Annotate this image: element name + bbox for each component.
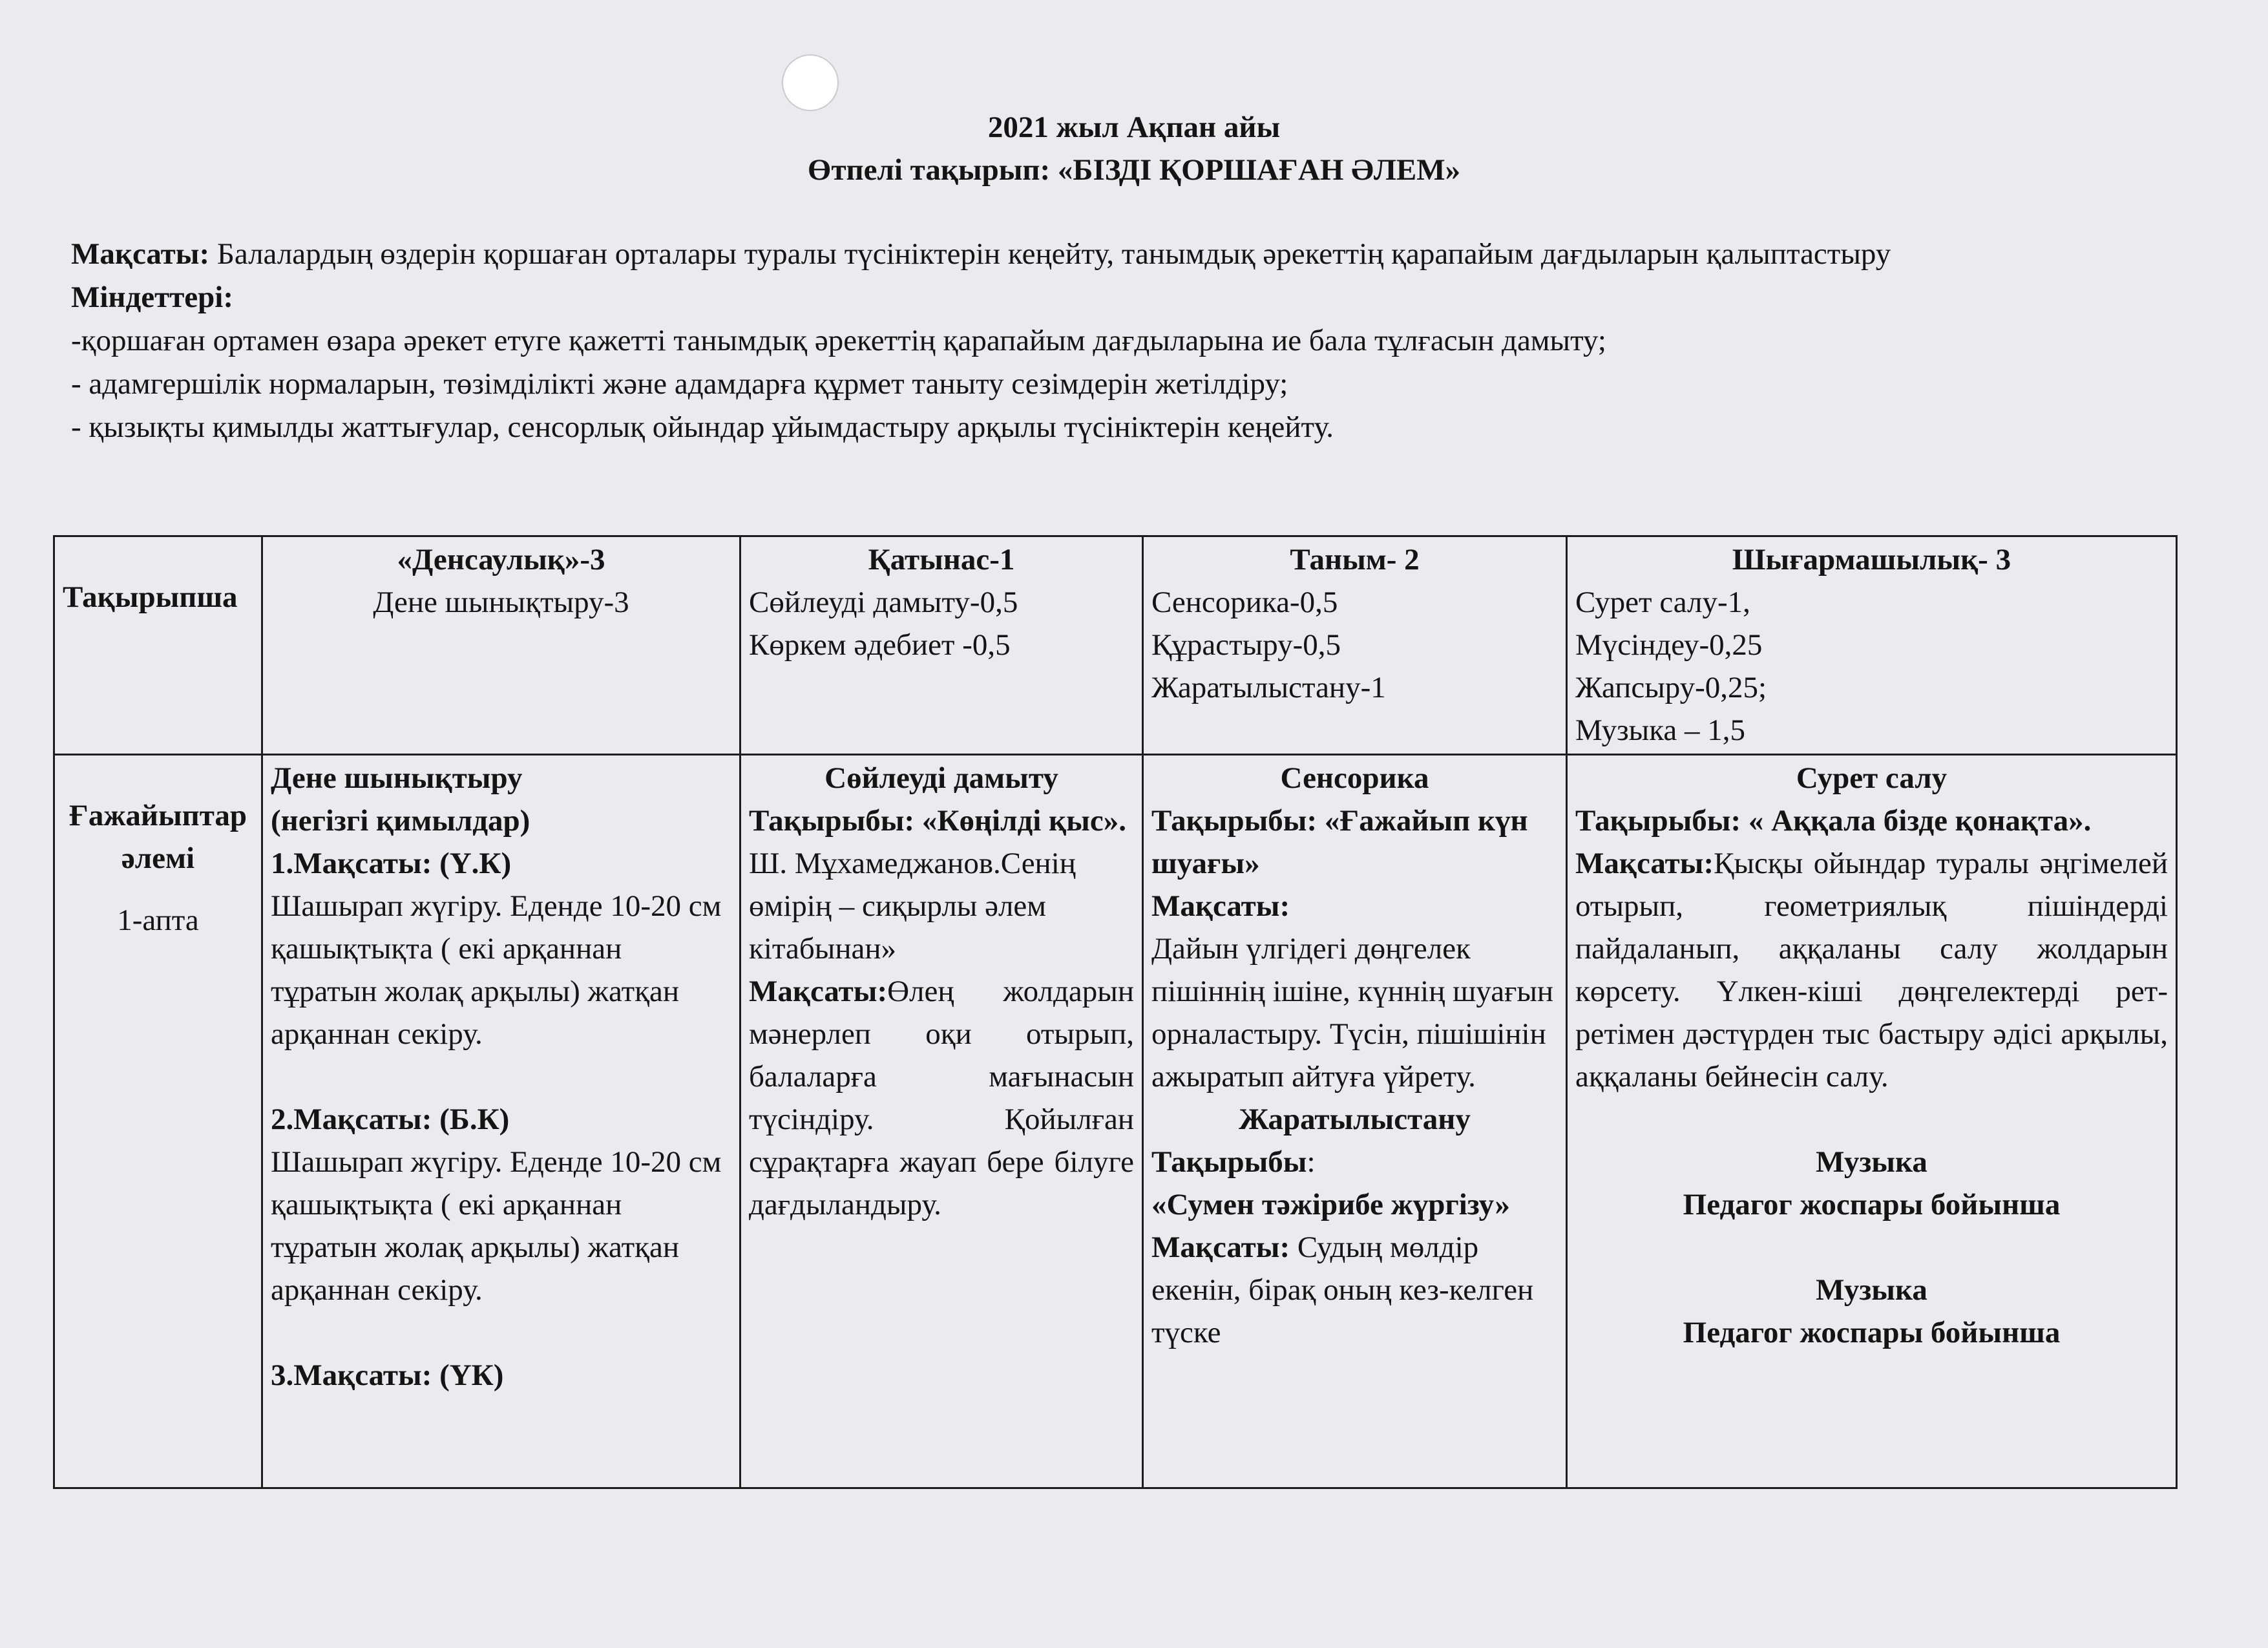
task-item: - қызықты қимылды жаттығулар, сенсорлық ойындар ұйымдастыру арқылы түсініктерін кеңейту. <box>71 410 1334 444</box>
speech-goal-label: Мақсаты: <box>749 975 888 1008</box>
nature-topic-line <box>1151 1141 1558 1183</box>
nature-goal-label: Мақсаты: <box>1151 1231 1290 1264</box>
nature-title: Жаратылыстану <box>1239 1103 1471 1136</box>
sensor-cell <box>1143 755 1567 1488</box>
creativity-header-cell <box>1567 536 2177 755</box>
pe-subtitle: (негізгі қимылдар) <box>271 804 530 838</box>
health-header-cell <box>262 536 740 755</box>
nature-topic-label: Тақырыбы <box>1151 1145 1307 1179</box>
creativity-sub-item: Жапсыру-0,25; <box>1575 671 1767 704</box>
pe-title: Дене шынықтыру <box>271 761 523 795</box>
sensor-title: Сенсорика <box>1280 761 1429 795</box>
spacer <box>1575 1098 2168 1141</box>
art-title: Сурет салу <box>1796 761 1948 795</box>
music-title: Музыка <box>1816 1273 1927 1307</box>
art-topic: Тақырыбы: « Аққала бізде қонақта». <box>1575 804 2092 838</box>
sensor-topic: Тақырыбы: «Ғажайып күн шуағы» <box>1151 804 1528 880</box>
punch-hole <box>782 54 839 111</box>
pe-goal-label: 1.Мақсаты: (Ү.К) <box>271 847 512 880</box>
music-title: Музыка <box>1816 1145 1927 1179</box>
subtopic-header-cell <box>54 536 262 755</box>
sensor-goal-text: Дайын үлгідегі дөңгелек пішіннің ішіне, күннің шуағын орналастыру. Түсін, пішішінін ажыратып айтуға үйрету. <box>1151 932 1554 1093</box>
creativity-sub-item: Музыка – 1,5 <box>1575 713 1745 747</box>
intro-block <box>71 233 2203 449</box>
goal-label: Мақсаты: <box>71 237 210 271</box>
sensor-goal-label: Мақсаты: <box>1151 889 1290 923</box>
speech-title: Сөйлеуді дамыту <box>824 761 1058 795</box>
nature-topic-colon: : <box>1307 1145 1316 1179</box>
art-goal-text: Қысқы ойындар туралы әңгімелей отырып, геометриялық пішіндерді пайдаланып, аққаланы салу жолдарын көрсету. Үлкен-кіші дөңгелектерді рет-ретімен дәстүрден тыс бастыру әдісі арқылы, аққаланы бейнесін салу. <box>1575 847 2168 1093</box>
music-text: Педагог жоспары бойынша <box>1683 1188 2061 1221</box>
cognition-header-cell <box>1143 536 1567 755</box>
art-cell <box>1567 755 2177 1488</box>
cognition-sub-item: Сенсорика-0,5 <box>1151 586 1338 619</box>
topic-cell <box>54 755 262 1488</box>
speech-topic: Тақырыбы: «Көңілді қыс». <box>749 804 1126 838</box>
communication-sub-item: Сөйлеуді дамыту-0,5 <box>749 586 1018 619</box>
goal-text: Балалардың өздерін қоршаған орталары туралы түсініктерін кеңейту, танымдық әрекеттің қарапайым дағдыларын қалыптастыру <box>209 237 1891 271</box>
task-item: -қоршаған ортамен өзара әрекет етуге қажетті танымдық әрекеттің қарапайым дағдыларына ие бала тұлғасын дамыту; <box>71 324 1606 357</box>
page-subtitle: Өтпелі тақырып: «БІЗДІ ҚОРШАҒАН ӘЛЕМ» <box>807 153 1461 187</box>
creativity-sub-item: Мүсіндеу-0,25 <box>1575 628 1763 662</box>
task-item: - адамгершілік нормаларын, төзімділікті және адамдарға құрмет таныту сезімдерін жетілдіру; <box>71 367 1288 401</box>
music-text: Педагог жоспары бойынша <box>1683 1316 2061 1349</box>
speech-goal-text: Өлең жолдарын мәнерлеп оқи отырып, балаларға мағынасын түсіндіру. Қойылған сұрақтарға жауап бере білуге дағдыландыру. <box>749 975 1134 1221</box>
communication-header-cell <box>740 536 1143 755</box>
pe-goal-label: 3.Мақсаты: (ҮК) <box>271 1358 504 1392</box>
cognition-sub-item: Жаратылыстану-1 <box>1151 671 1386 704</box>
table-header-row <box>54 536 2177 755</box>
art-goal <box>1575 842 2168 1098</box>
communication-sub-item: Көркем әдебиет -0,5 <box>749 628 1011 662</box>
creativity-title: Шығармашылық- 3 <box>1732 543 2011 576</box>
speech-source: Ш. Мұхамеджанов.Сенің өмірің – сиқырлы әлем кітабынан» <box>749 847 1076 966</box>
spacer <box>1575 1226 2168 1269</box>
nature-goal <box>1151 1226 1558 1354</box>
spacer <box>63 880 253 899</box>
nature-topic: «Сумен тәжірибе жүргізу» <box>1151 1188 1510 1221</box>
spacer <box>271 1311 731 1354</box>
speech-goal <box>749 970 1134 1226</box>
art-goal-label: Мақсаты: <box>1575 847 1714 880</box>
week-number: 1-апта <box>117 903 199 937</box>
subtopic-header: Тақырыпша <box>63 580 238 614</box>
pe-goal-text: Шашырап жүгіру. Еденде 10-20 см қашықтықта ( екі арқаннан тұратын жолақ арқылы) жатқан арқаннан секіру. <box>271 889 722 1051</box>
cognition-sub-item: Құрастыру-0,5 <box>1151 628 1341 662</box>
pe-goal-text: Шашырап жүгіру. Еденде 10-20 см қашықтықта ( екі арқаннан тұратын жолақ арқылы) жатқан арқаннан секіру. <box>271 1145 722 1307</box>
spacer <box>271 1055 731 1098</box>
tasks-label: Міндеттері: <box>71 280 234 314</box>
page-title: 2021 жыл Ақпан айы <box>987 111 1281 144</box>
health-sub: Дене шынықтыру-3 <box>373 586 629 619</box>
communication-title: Қатынас-1 <box>868 543 1015 576</box>
cognition-title: Таным- 2 <box>1290 543 1420 576</box>
goal-paragraph <box>71 233 2203 276</box>
table-row <box>54 755 2177 1488</box>
week-topic: Ғажайыптар әлемі <box>68 799 247 875</box>
speech-cell <box>740 755 1143 1488</box>
creativity-sub-item: Сурет салу-1, <box>1575 586 1750 619</box>
pe-cell <box>262 755 740 1488</box>
nature-goal-text: Судың мөлдір екенін, бірақ оның кез-келген түске <box>1151 1231 1534 1349</box>
health-title: «Денсаулық»-3 <box>397 543 605 576</box>
weekly-plan-table <box>53 535 2178 1489</box>
pe-goal-label: 2.Мақсаты: (Б.К) <box>271 1103 510 1136</box>
